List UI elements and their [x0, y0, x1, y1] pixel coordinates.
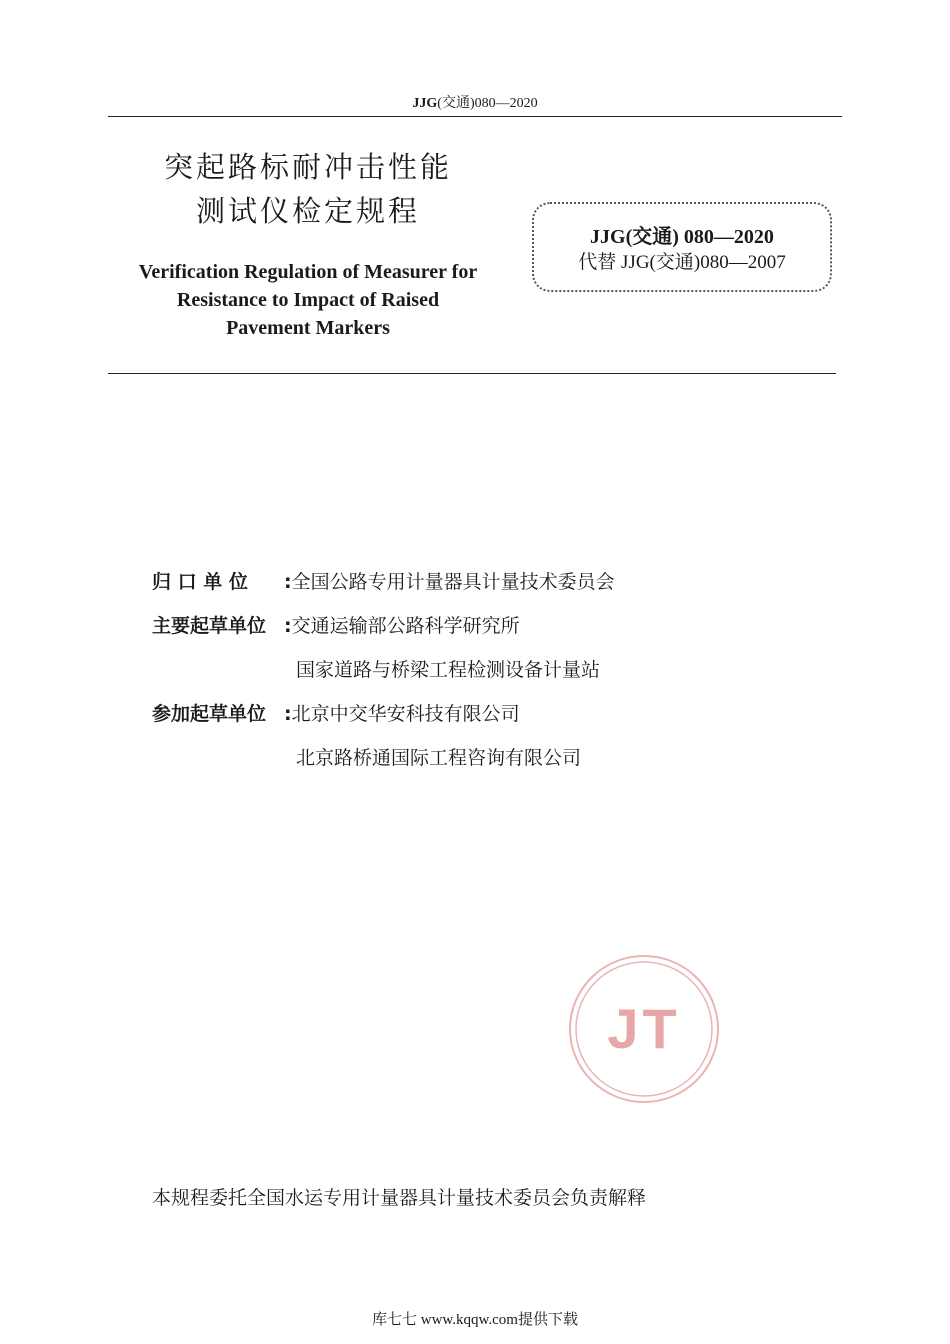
title-en-line2: Resistance to Impact of Raised [176, 289, 440, 311]
document-code-header [0, 92, 950, 112]
info-row-main-drafter [152, 614, 520, 638]
header-code-prefix: JJG [412, 96, 438, 111]
download-credit: 库七七 www.kqqw.com提供下载 [372, 1312, 578, 1328]
info-row-participating-drafter-2 [296, 746, 581, 770]
info-value: 交通运输部公路科学研究所 [291, 615, 520, 637]
jt-seal-logo [567, 952, 721, 1106]
middle-rule [108, 373, 836, 374]
info-label: 参加起草单位 [152, 703, 267, 725]
info-value: 国家道路与桥梁工程检测设备计量站 [296, 659, 601, 681]
standard-code: JJG(交通) 080—2020 [590, 226, 774, 248]
seal-text: JT [607, 997, 681, 1060]
title-cn-line1: 突起路标耐冲击性能 [163, 150, 452, 184]
title-cn-line2: 测试仪检定规程 [195, 194, 420, 228]
info-colon: : [284, 615, 292, 637]
title-en-line1: Verification Regulation of Measurer for [138, 261, 478, 283]
title-en-line3: Pavement Markers [226, 317, 390, 339]
info-value: 北京路桥通国际工程咨询有限公司 [296, 747, 582, 769]
info-colon: : [284, 571, 292, 593]
info-label: 主要起草单位 [152, 615, 267, 637]
info-row-responsible [152, 570, 615, 594]
info-row-participating-drafter [152, 702, 520, 726]
top-rule [108, 116, 842, 117]
info-label: 归 口 单 位 [152, 571, 248, 593]
info-value: 全国公路专用计量器具计量技术委员会 [291, 571, 615, 593]
info-colon: : [284, 703, 292, 725]
header-code-rest: (交通)080—2020 [437, 96, 538, 111]
info-value: 北京中交华安科技有限公司 [291, 703, 520, 725]
interpretation-note: 本规程委托全国水运专用计量器具计量技术委员会负责解释 [152, 1187, 647, 1209]
title-en [108, 258, 508, 342]
standard-code-box [532, 202, 832, 292]
info-row-main-drafter-2 [296, 658, 600, 682]
replaces-code: 代替 JJG(交通)080—2007 [578, 252, 786, 273]
